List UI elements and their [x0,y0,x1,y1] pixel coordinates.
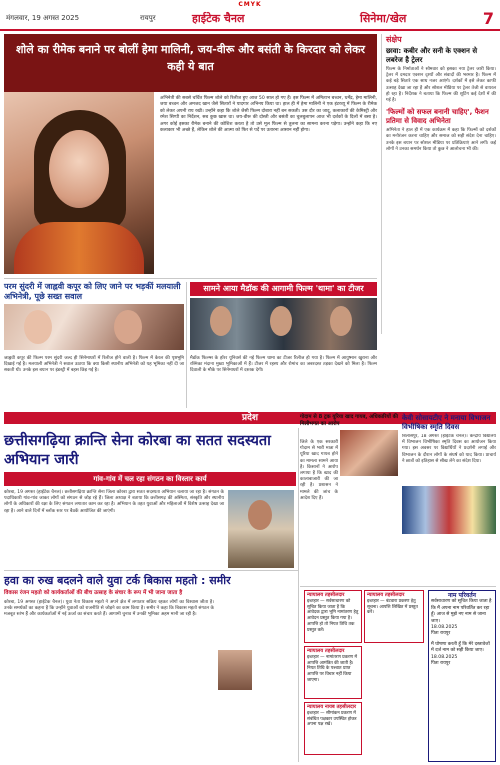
story-param-sundari-body: जाह्नवी कपूर की फिल्म परम सुंदरी जल्द ही सिनेमाघरों में रिलीज होने वाली है। फिल्म में केरल की पृष्ठभूमि दिखाई गई है। मलयाली अभिनेत्री ने सवाल उठाया कि क्या किसी स्थानीय अभिनेत्री को यह भूमिका नहीं दी जा सकती थी। उनके इस बयान पर इंडस्ट्री में बहस छिड़ गई है। [4,356,184,374]
divider [186,282,187,408]
lead-story [4,34,377,274]
legal-notices-col2 [364,590,424,646]
photo-face-shape [24,310,52,344]
godown-story-body: जिले के एक सरकारी गोदाम से भारी मात्रा में यूरिया खाद गायब होने का मामला सामने आया है। किसानों ने आरोप लगाया है कि खाद की कालाबाजारी की जा रही है। प्रशासन ने मामले की जांच के आदेश दिए हैं। [300,440,338,501]
legal-notice [304,646,362,699]
photo-face-shape [210,306,232,336]
legal-notices-col1 [304,590,362,758]
kranti-sena-photo [228,490,294,568]
divider [4,570,298,571]
name-change-place1: पिता रायपुर [431,631,451,637]
photo-face-shape [330,306,352,336]
page-number: 7 [482,9,494,28]
name-change-notice [428,590,496,762]
legal-notice [364,590,424,643]
godown-story-photo [340,430,398,476]
legal-notice-title: न्यायालय तहसीलदार [367,592,405,598]
kranti-sena-headline: छत्तीसगढ़िया क्रान्ति सेना कोरबा का सतत सदस्यता अभियान जारी [4,433,271,468]
kranti-sena-subhead: गांव-गांव में चल रहा संगठन का विस्तार कार्य [4,472,296,486]
lead-body: अभिनेत्री की सबसे चर्चित फिल्म शोले को रिलीज हुए आज 50 साल हो गए हैं। इस फिल्म में अमिताभ बच्चन, धर्मेंद्र, हेमा मालिनी, जया बच्चन और अमजद खान जैसे सितारों ने यादगार अभिनय किया था। हाल ही में हेमा मालिनी ने एक इंटरव्यू में फिल्म के रीमेक को लेकर अपनी राय रखी। उन्होंने कहा कि शोले जैसी फिल्म दोबारा नहीं बन सकती। उस दौर का जादू, कलाकारों की केमिस्ट्री और रमेश सिप्पी का निर्देशन, सब कुछ खास था। जय-वीरू की दोस्ती और बसंती का चुलबुलापन आज भी दर्शकों के दिलों में बसा है। अगर कोई इसका रीमेक बनाने की कोशिश करता है तो उसे मूल फिल्म से तुलना का सामना करना पड़ेगा। उन्होंने कहा कि नए कलाकार भी अच्छे हैं, लेकिन शोले की आत्मा को फिर से पर्दे पर उतारना आसान नहीं होगा। [160,96,377,134]
right-story2-body: अभिनेता ने हाल ही में एक कार्यक्रम में कहा कि फिल्मों को दर्शकों का मनोरंजन करना चाहिए और समाज को सही संदेश देना चाहिए। उनके इस बयान पर सोशल मीडिया पर प्रतिक्रियाएं आने लगीं। कई लोगों ने उनका समर्थन किया तो कुछ ने आलोचना भी की। [386,128,496,152]
right-story1-body: फिल्म के निर्माताओं ने सोमवार को इसका नया ट्रेलर जारी किया। ट्रेलर में दमदार एक्शन दृश्यों और संवादों की भरमार है। फिल्म में कई बड़े सितारे एक साथ नजर आएंगे। दर्शकों में इसे लेकर काफी उत्साह देखा जा रहा है और सोशल मीडिया पर ट्रेलर तेजी से वायरल हो रहा है। निर्देशक ने बताया कि फिल्म की शूटिंग कई देशों में की गई है। [386,67,496,104]
legal-notice-title: न्यायालय तहसीलदार [307,648,345,654]
section-band: प्रदेश [4,412,496,424]
legal-notice-body: इश्तहार — सीमांकन प्रकरण में संबंधित पक्षकार उपस्थित होकर अपना पक्ष रखें। [307,710,357,728]
name-change-date2: 18.08.2025 [431,654,458,660]
issue-date: मंगलवार, 19 अगस्त 2025 [6,14,80,22]
section-title: सिनेमा/खेल [360,12,407,25]
legal-notice [304,590,362,643]
legal-notice-body: इश्तहार — सर्वसाधारण को सूचित किया जाता है कि आवेदक द्वारा भूमि नामांतरण हेतु आवेदन प्रस्तुत किया गया है। आपत्ति हो तो नियत तिथि तक प्रस्तुत करें। [307,598,359,633]
kv-story-body: बिलासपुर, 18 अगस्त (हाईटेक चैनल)। केन्द्रीय विद्यालय में विभाजन विभीषिका स्मृति दिवस का आयोजन किया गया। इस अवसर पर विद्यार्थियों ने प्रदर्शनी लगाई और विभाजन के दौरान लोगों के संघर्ष को याद किया। प्राचार्य ने छात्रों को इतिहास से सीख लेने का संदेश दिया। [402,434,496,464]
legal-notice-title: न्यायालय तहसीलदार [307,592,345,598]
lead-headline: शोले का रीमेक बनाने पर बोलीं हेमा मालिनी, जय-वीरू और बसंती के किरदार को लेकर कही ये बात [4,34,377,92]
godown-story-headline: गोदाम से 8 ट्रक यूरिया खाद गायब, अधिकारियों की मिलीभगत का आरोप [300,414,398,427]
divider [298,428,299,762]
brand-mark: CMYK [238,1,262,8]
vikas-story-body: कोरबा, 19 अगस्त (हाईटेक चैनल)। युवा नेता विकास महतो ने अपने क्षेत्र में लगातार सक्रिय रहकर लोगों का विश्वास जीता है। उनके समर्थकों का कहना है कि उन्होंने युवाओं को राजनीति से जोड़ने का काम किया है। समीर ने कहा कि बिकास महतो संगठन के मजबूत स्तंभ हैं और कार्यकर्ताओं में नई ऊर्जा का संचार करते हैं। आगामी चुनाव में उनकी भूमिका अहम मानी जा रही है। [4,600,214,618]
legal-notice-title: न्यायालय नायब तहसीलदार [307,704,357,710]
legal-notice-body: इश्तहार — बंटवारा प्रकरण हेतु सूचना। आपत्ति लिखित में प्रस्तुत करें। [367,598,418,616]
name-change-date1: 18.08.2025 [431,625,458,631]
photo-face-shape [270,306,292,336]
legal-notice [304,702,362,755]
name-change-place2: पिता रायपुर [431,661,451,667]
vikas-portrait [218,650,252,690]
name-change-body1: सर्वसाधारण को सूचित किया जाता है कि मैं अपना नाम परिवर्तित कर रहा हूँ। आज से मुझे नए नाम से जाना जाए। [431,599,492,624]
photo-sari-shape [14,222,144,274]
story-param-sundari [4,282,184,352]
story-param-sundari-photo [4,304,184,350]
masthead: हाईटेक चैनल [192,12,245,25]
vikas-story-headline: हवा का रुख बदलने वाले युवा टर्क बिकास महतो : समीर [4,574,231,587]
edition-city: रायपुर [140,14,156,22]
story-thama [190,282,377,352]
kv-story-headline: केवी सोसायटीए ने मनाया विभाजन विभीषिका स्मृति दिवस [402,414,491,431]
page-header [0,9,500,31]
kranti-sena-body: कोरबा, 19 अगस्त (हाईटेक चैनल)। छत्तीसगढ़िया क्रान्ति सेना जिला कोरबा द्वारा सतत सदस्यता अभियान चलाया जा रहा है। संगठन के पदाधिकारी गांव-गांव जाकर लोगों को संगठन से जोड़ रहे हैं। जिला अध्यक्ष ने बताया कि छत्तीसगढ़ की अस्मिता, संस्कृति और स्थानीय लोगों के अधिकारों की रक्षा के लिए संगठन लगातार काम कर रहा है। अभियान के तहत युवाओं और महिलाओं में विशेष उत्साह देखा जा रहा है। आने वाले दिनों में ब्लॉक स्तर पर बैठकें आयोजित की जाएंगी। [4,490,224,514]
photo-face-shape [248,500,272,530]
right-column [381,34,496,334]
legal-notice-body: इश्तहार — नामांतरण प्रकरण में आपत्ति आमंत्रित की जाती है। नियत तिथि के पश्चात प्राप्त आपत्ति पर विचार नहीं किया जाएगा। [307,654,358,683]
story-param-sundari-headline: परम सुंदरी में जाह्नवी कपूर को लिए जाने पर भड़कीं मलयाली अभिनेत्री, पूछे सख्त सवाल [4,282,181,301]
story-thama-photo [190,298,377,350]
right-story2-headline: 'फिल्मों को सफल बनानी चाहिए', फैशन प्रतिमा से विवाद अभिनेता [386,108,489,126]
kv-story-photo [402,486,496,534]
story-thama-body: मैडॉक फिल्म्स के हॉरर यूनिवर्स की नई फिल्म थामा का टीजर रिलीज हो गया है। फिल्म में आयुष्मान खुराना और रश्मिका मंदाना मुख्य भूमिकाओं में हैं। टीजर में रहस्य और रोमांच का जबरदस्त तड़का देखने को मिला है। फिल्म दिवाली के मौके पर सिनेमाघरों में दस्तक देगी। [190,356,377,374]
divider [300,586,496,587]
name-change-body2: मैं घोषणा करती हूँ कि मेरे दस्तावेजों में दर्ज नाम को सही किया जाए। [431,641,490,654]
right-story1-headline: छावा: कबीर और सनी के एक्शन से लबरेज है ट्रेलर [386,47,478,64]
photo-face-shape [114,310,142,344]
vikas-story-subhead: विकास रंजन महतो को कार्यकर्ताओं की बीच उत्साह के संचार के रूप में भी जाना जाता है [4,590,183,596]
story-thama-headline: सामने आया मैडॉक की आगामी फिल्म 'थामा' का टीजर [190,282,377,296]
divider [4,278,377,279]
name-change-title: नाम परिवर्तन [447,592,477,599]
lead-photo [4,92,154,274]
photo-face-shape [49,130,109,208]
right-column-tag: संक्षेप [386,35,402,44]
